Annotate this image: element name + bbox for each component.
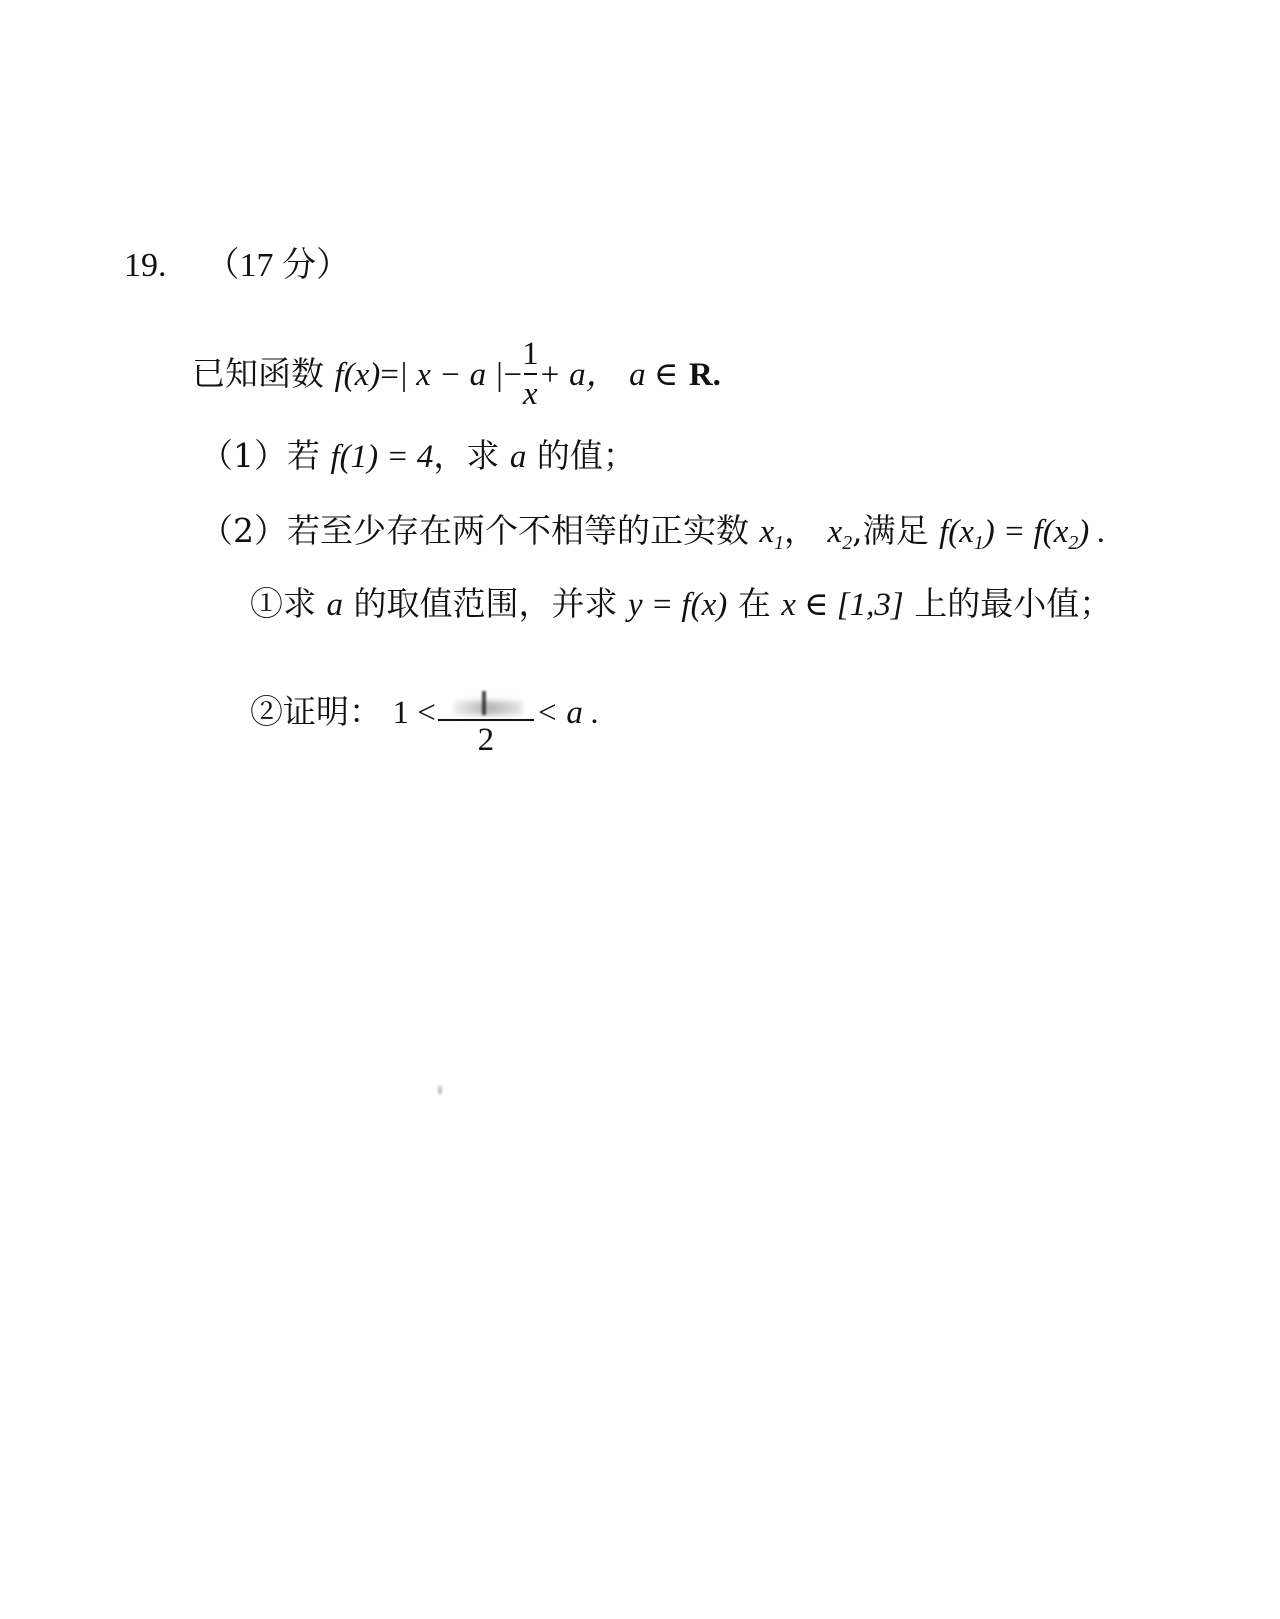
inequality-left: 1 <	[392, 695, 436, 731]
a-in: a ∈	[629, 357, 679, 393]
problem-header	[124, 246, 350, 286]
real-set-symbol: R.	[688, 357, 721, 393]
sub-question-2	[250, 679, 600, 758]
y-equals-f-x: y = f(x)	[628, 587, 728, 623]
part-1	[200, 436, 636, 477]
x2-var: $x_2$	[827, 514, 853, 554]
sub-question-1-text-3: 上的最小值；	[914, 584, 1113, 623]
fraction-one-over-x	[522, 335, 539, 413]
x1-var: $x_1$	[759, 514, 785, 554]
fraction-numerator: 1	[522, 336, 539, 372]
equality-expression: $f(x_1) = f(x_2)$ .	[939, 514, 1106, 554]
part-1-tail: ，求	[433, 436, 500, 475]
intro-text: 已知函数	[192, 354, 324, 393]
abs-expression: | x − a |	[398, 357, 504, 393]
inequality-fraction	[436, 689, 536, 759]
part-1-label: （1）若	[200, 436, 320, 475]
part-1-expression: f(1) = 4	[330, 439, 434, 475]
scan-speck	[438, 1086, 442, 1094]
sub-question-1-text-1: 的取值范围，并求	[353, 584, 618, 623]
part-1-end: 的值；	[536, 436, 636, 475]
sub-question-1	[250, 584, 1112, 625]
blurred-numerator	[444, 689, 528, 719]
equals-sign: =	[380, 357, 399, 393]
problem-points: （17 分）	[205, 247, 350, 284]
part-1-var-a: a	[509, 439, 527, 475]
fraction-denominator: x	[523, 376, 538, 412]
sub-question-2-marker: ②证明：	[250, 692, 382, 731]
sub-question-1-var-a: a	[326, 587, 343, 623]
separator: ，	[784, 511, 818, 550]
inequality-right: < a .	[535, 695, 600, 731]
part-2-label: （2）若至少存在两个不相等的正实数	[200, 511, 749, 550]
problem-number: 19.	[124, 247, 167, 284]
part-2	[200, 511, 1106, 563]
minus-sign: −	[503, 357, 523, 393]
fraction-denominator: 2	[477, 722, 495, 758]
sub-question-1-text-2: 在	[737, 584, 771, 623]
plus-a: + a，	[538, 357, 619, 393]
part-2-condition-text: ,满足	[852, 511, 929, 550]
f-of-x: f(x)	[334, 357, 381, 393]
sub-question-1-marker: ①求	[250, 584, 316, 623]
function-definition	[192, 337, 721, 415]
x-in-interval: x ∈ [1,3]	[781, 587, 904, 623]
